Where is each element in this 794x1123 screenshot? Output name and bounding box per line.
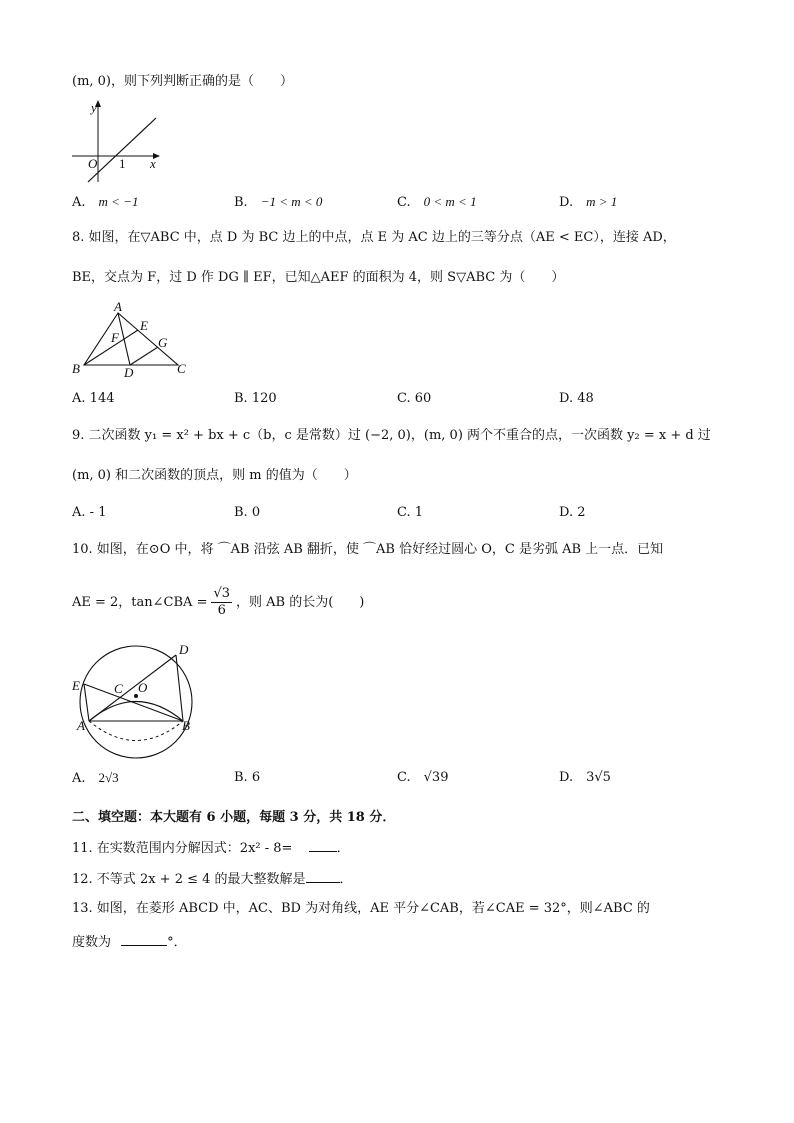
q12-answer-blank[interactable] <box>306 868 340 883</box>
q10-option-a[interactable]: A. 2√3 <box>72 770 119 786</box>
q12-end: ． <box>339 872 353 887</box>
q9-line2: (m, 0) 和二次函数的顶点，则 m 的值为（ ） <box>72 468 357 483</box>
q8-line2: BE，交点为 F，过 D 作 DG ∥ EF，已知△AEF 的面积为 4，则 S▽ABC 为（ ） <box>72 270 565 285</box>
q9-option-d[interactable]: D. 2 <box>559 505 586 520</box>
q7-option-a[interactable]: A. m < −1 <box>72 194 139 210</box>
q10-label-b: B <box>182 718 190 733</box>
q10-question-text: ，则 AB 的长为( ) <box>236 594 365 610</box>
q10-line2 <box>72 586 364 619</box>
q8-option-c[interactable]: C. 60 <box>397 391 432 406</box>
q9-option-c[interactable]: C. 1 <box>397 505 424 520</box>
q10-option-c[interactable]: C. √39 <box>397 770 449 785</box>
q10-given-text: AE = 2，tan∠CBA = <box>72 594 208 610</box>
q13-answer-blank[interactable] <box>121 931 167 946</box>
q9-option-b[interactable]: B. 0 <box>234 505 261 520</box>
q8-label-d: D <box>124 365 134 380</box>
q10-option-d[interactable]: D. 3√5 <box>559 770 611 785</box>
q8-option-d[interactable]: D. 48 <box>559 391 594 406</box>
q10-fraction <box>211 586 232 619</box>
q8-line1: 8. 如图，在▽ABC 中，点 D 为 BC 边上的中点，点 E 为 AC 边上的三等分点（AE < EC），连接 AD， <box>72 230 676 245</box>
q11-text: 11. 在实数范围内分解因式：2x² - 8= <box>72 841 293 856</box>
q10-label-e: E <box>72 678 80 693</box>
q7-label-y: y <box>91 100 97 115</box>
q10-option-b[interactable]: B. 6 <box>234 770 261 785</box>
q13-text: 度数为 <box>72 935 112 950</box>
q9-line1: 9. 二次函数 y₁ = x² + bx + c（b，c 是常数）过 (−2, 0)，(m, 0) 两个不重合的点，一次函数 y₂ = x + d 过 <box>72 428 711 443</box>
q11-answer-blank[interactable] <box>309 837 337 852</box>
q8-label-b: B <box>72 361 80 376</box>
q7-label-x: x <box>150 156 156 171</box>
q7-line-graph <box>70 100 170 190</box>
q10-line1: 10. 如图，在⊙O 中，将 ⌒AB 沿弦 AB 翻折，使 ⌒AB 恰好经过圆心 O，C 是劣弧 AB 上一点．已知 <box>72 542 664 557</box>
q13-line2 <box>72 931 187 953</box>
q7-option-b[interactable]: B. −1 < m < 0 <box>234 194 323 210</box>
q8-triangle-figure <box>70 299 200 383</box>
q10-circle-figure <box>72 640 202 760</box>
q7-label-o: O <box>88 156 98 171</box>
q10-fraction-numerator: √3 <box>213 586 231 601</box>
q8-label-f: F <box>111 330 119 345</box>
q8-option-a[interactable]: A. 144 <box>72 391 115 406</box>
q10-label-c: C <box>114 681 123 696</box>
q7-option-c[interactable]: C. 0 < m < 1 <box>397 194 477 210</box>
q12-line <box>72 868 353 890</box>
q8-label-g: G <box>158 335 168 350</box>
q13-line1: 13. 如图，在菱形 ABCD 中，AC、BD 为对角线，AE 平分∠CAB，若∠CAE = 32°，则∠ABC 的 <box>72 901 650 916</box>
q13-end: °． <box>167 935 187 950</box>
q8-label-a: A <box>114 299 122 314</box>
q12-text: 12. 不等式 2x + 2 ≤ 4 的最大整数解是 <box>72 872 306 887</box>
q9-option-a[interactable]: A. - 1 <box>72 505 107 520</box>
q8-label-c: C <box>177 361 186 376</box>
q11-end: ． <box>336 841 350 856</box>
q7-label-one: 1 <box>119 156 126 171</box>
q8-option-b[interactable]: B. 120 <box>234 391 277 406</box>
q8-label-e: E <box>140 318 148 333</box>
q10-label-d: D <box>179 642 189 657</box>
section-heading-fill-in: 二、填空题：本大题有 6 小题，每题 3 分，共 18 分． <box>72 810 396 825</box>
q10-fraction-denominator: 6 <box>217 603 226 618</box>
q7-option-d[interactable]: D. m > 1 <box>559 194 618 210</box>
q10-label-a: A <box>77 718 85 733</box>
q10-label-o: O <box>138 680 148 695</box>
q11-line <box>72 837 350 859</box>
q7-stem-tail: (m, 0)，则下列判断正确的是（ ） <box>72 74 294 89</box>
